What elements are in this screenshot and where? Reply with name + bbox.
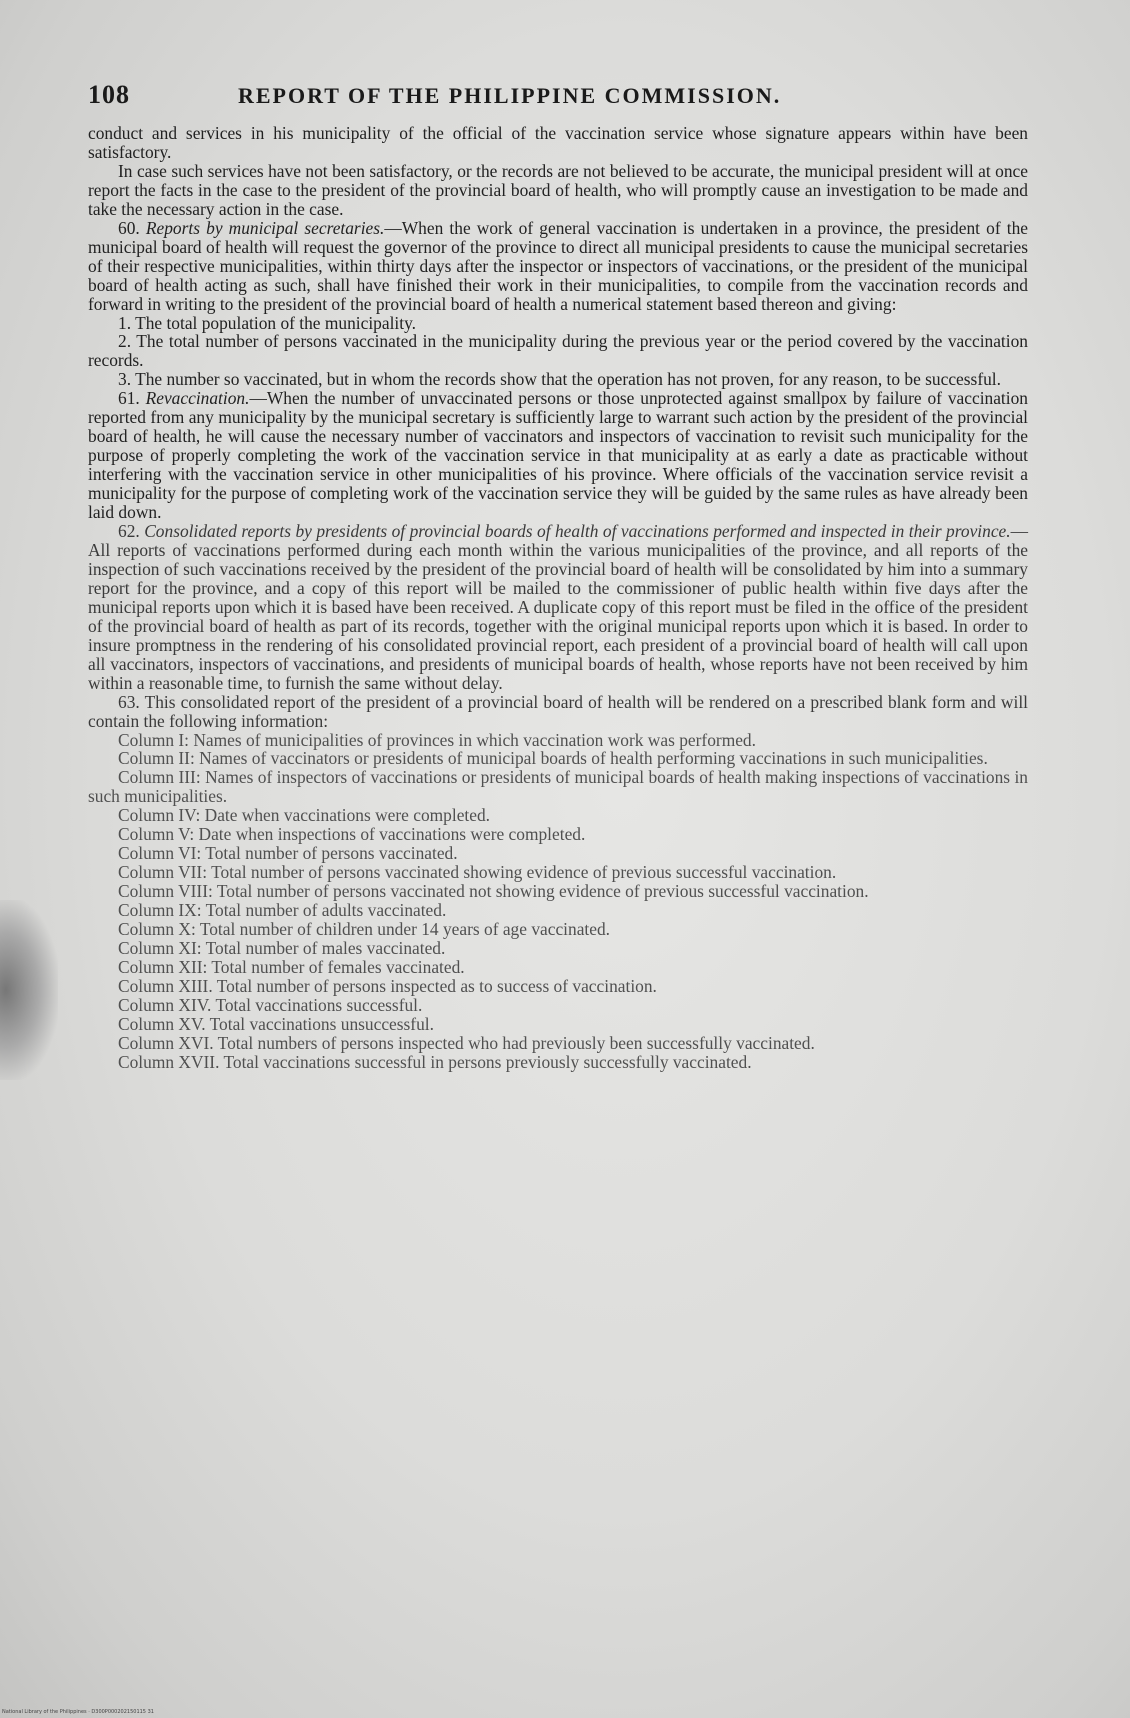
section-60-text: —When the work of general vaccination is undertaken in a province, the president of the municipal board of health will request the governor of the province to direct all municipal presidents to cause the municipal secretaries of their respective municipalities, within thirty days after the inspector or inspectors of vaccinations, or the president of the municipal board of health acting as such, shall have finished their work in their municipalities, to compile from the vaccination records and forward in writing to the president of the provincial board of health a numerical statement based thereon and giving: xyxy=(88,217,1028,314)
page-number: 108 xyxy=(88,80,130,109)
column-item: Column IV: Date when vaccinations were completed. xyxy=(118,805,491,826)
column-item: Column XV. Total vaccinations unsuccessful. xyxy=(118,1013,434,1034)
column-item: Column XIV. Total vaccinations successful. xyxy=(118,994,423,1015)
scan-footer: National Library of the Philippines · D300P000202150115 31 xyxy=(2,1709,154,1715)
column-item: Column VI: Total number of persons vaccinated. xyxy=(118,843,458,864)
column-item: Column I: Names of municipalities of provinces in which vaccination work was performed. xyxy=(118,729,756,750)
section-63 xyxy=(88,693,1028,731)
section-62-title: Consolidated reports by presidents of provincial boards of health of vaccinations performed and inspected in their province. xyxy=(144,521,1011,542)
list-item: 1. The total population of the municipality. xyxy=(118,312,417,333)
section-60-number: 60. xyxy=(118,217,140,238)
scan-edge-shadow xyxy=(0,900,58,1080)
document-page xyxy=(88,80,1028,1072)
section-62-number: 62. xyxy=(118,521,140,542)
paragraph-continuation: conduct and services in his municipality of the official of the vaccination service whose signature appears within have been satisfactory. xyxy=(88,123,1028,162)
section-60 xyxy=(88,219,1028,314)
section-60-title: Reports by municipal secretaries. xyxy=(145,217,385,238)
section-62-text: —All reports of vaccinations performed during each month within the various municipalities of the province, and all reports of the inspection of such vaccinations received by the president of the provincial board of health will be consolidated by him into a summary report for the province, and a copy of this report will be mailed to the commissioner of public health within five days after the municipal reports upon which it is based have been received. A duplicate copy of this report must be filed in the office of the president of the provincial board of health as part of its records, together with the original municipal reports upon which it is based. In order to insure promptness in the rendering of his consolidated provincial report, each president of a provincial board of health will call upon all vaccinators, inspectors of vaccinations, and presidents of municipal boards of health, whose reports have not been received by him within a reasonable time, to furnish the same without delay. xyxy=(88,521,1028,693)
running-title: REPORT OF THE PHILIPPINE COMMISSION. xyxy=(238,83,782,108)
section-61-text: —When the number of unvaccinated persons or those unprotected against smallpox by failure of vaccination reported from any municipality by the municipal secretary is sufficiently large to warrant such action by the president of the provincial board of health, he will cause the necessary number of vaccinators and inspectors of vaccination to revisit such municipality for the purpose of properly completing the work of the vaccination service in that municipality at as early a date as practicable without interfering with the vaccination service in other municipalities of his province. Where officials of the vaccination service revisit a municipality for the purpose of completing work of the vaccination service they will be guided by the same rules as have already been laid down. xyxy=(88,388,1028,523)
column-item: Column XVI. Total numbers of persons inspected who had previously been successfully vaccinated. xyxy=(118,1032,815,1053)
section-63-number: 63. xyxy=(118,691,140,712)
section-63-text: This consolidated report of the president of a provincial board of health will be rendered on a prescribed blank form and will contain the following information: xyxy=(88,691,1028,731)
column-item: Column IX: Total number of adults vaccinated. xyxy=(118,900,447,921)
page-body xyxy=(88,124,1028,1072)
column-item: Column III: Names of inspectors of vaccinations or presidents of municipal boards of health making inspections of vaccinations in such municipalities. xyxy=(88,767,1028,807)
section-61 xyxy=(88,389,1028,522)
section-62 xyxy=(88,522,1028,693)
column-item: Column X: Total number of children under 14 years of age vaccinated. xyxy=(118,919,611,940)
column-item: Column V: Date when inspections of vaccinations were completed. xyxy=(118,824,586,845)
column-item: Column XI: Total number of males vaccinated. xyxy=(118,937,446,958)
page-header xyxy=(88,80,1028,120)
column-item: Column XIII. Total number of persons inspected as to success of vaccination. xyxy=(118,975,657,996)
list-item: 3. The number so vaccinated, but in whom the records show that the operation has not proven, for any reason, to be successful. xyxy=(118,369,1001,390)
column-item: Column VIII: Total number of persons vaccinated not showing evidence of previous successful vaccination. xyxy=(118,881,869,902)
column-item: Column XII: Total number of females vaccinated. xyxy=(118,956,465,977)
column-item: Column II: Names of vaccinators or presidents of municipal boards of health performing vaccinations in such municipalities. xyxy=(118,748,988,769)
column-item: Column VII: Total number of persons vaccinated showing evidence of previous successful vaccination. xyxy=(118,862,837,883)
column-item: Column XVII. Total vaccinations successful in persons previously successfully vaccinated. xyxy=(118,1051,752,1072)
list-item: 2. The total number of persons vaccinated in the municipality during the previous year or the period covered by the vaccination records. xyxy=(88,331,1028,371)
paragraph-investigation: In case such services have not been satisfactory, or the records are not believed to be accurate, the municipal president will at once report the facts in the case to the president of the provincial board of health, who will promptly cause an investigation to be made and take the necessary action in the case. xyxy=(88,160,1028,219)
section-61-title: Revaccination. xyxy=(145,388,250,409)
section-61-number: 61. xyxy=(118,388,140,409)
